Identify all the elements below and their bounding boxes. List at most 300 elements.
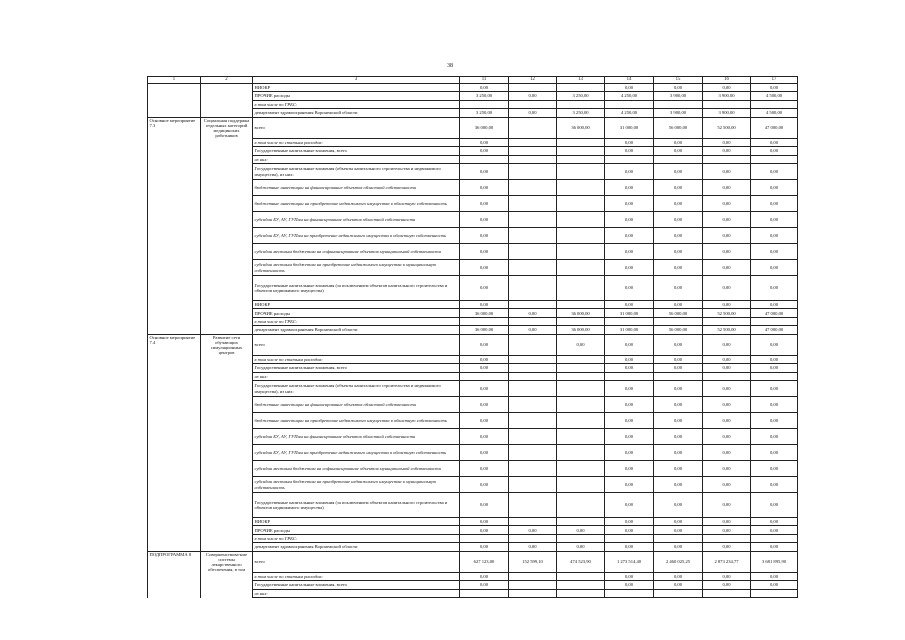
value-cell: 0,00: [751, 526, 798, 534]
section-cell: [148, 534, 201, 542]
value-cell: 3 900,00: [654, 92, 703, 100]
value-cell: [557, 100, 605, 108]
value-cell: [557, 147, 605, 155]
row-label: департамент здравоохранения Воронежской области: [253, 326, 460, 334]
section-cell: Основное мероприятие 7.3: [148, 117, 201, 138]
value-cell: 0,00: [751, 381, 798, 397]
value-cell: 0,00: [460, 228, 509, 244]
name-cell: [201, 355, 253, 363]
value-cell: [605, 534, 654, 542]
value-cell: 0,00: [654, 461, 703, 477]
value-cell: [703, 317, 751, 325]
row-label: субсидии местным бюджетам на приобретение недвижимого имущества в муниципальную собственность: [253, 477, 460, 493]
header-cell: 14: [605, 77, 654, 84]
section-cell: [148, 244, 201, 260]
row-label: в том числе по статьям расходов:: [253, 572, 460, 580]
value-cell: 0,00: [751, 212, 798, 228]
value-cell: 0,00: [654, 543, 703, 551]
value-cell: 0,00: [751, 413, 798, 429]
row-label: в том числе по ГРБС:: [253, 534, 460, 542]
value-cell: 0,00: [460, 445, 509, 461]
value-cell: 0,00: [605, 334, 654, 355]
section-cell: [148, 413, 201, 429]
value-cell: 0,00: [605, 493, 654, 518]
value-cell: 47 000,00: [751, 117, 798, 138]
value-cell: 2 873 234,77: [703, 551, 751, 572]
value-cell: 0,00: [654, 301, 703, 309]
row-label: субсидии местным бюджетам на софинансирование объектов муниципальной собственности: [253, 244, 460, 260]
value-cell: [557, 581, 605, 589]
value-cell: [751, 534, 798, 542]
value-cell: 0,00: [460, 138, 509, 146]
value-cell: 0,00: [460, 461, 509, 477]
value-cell: [460, 589, 509, 597]
row-label: всего: [253, 334, 460, 355]
value-cell: 0,00: [509, 543, 557, 551]
section-cell: [148, 155, 201, 163]
value-cell: [509, 180, 557, 196]
name-cell: [201, 100, 253, 108]
value-cell: [509, 117, 557, 138]
value-cell: 0,00: [460, 196, 509, 212]
value-cell: 0,00: [605, 543, 654, 551]
section-cell: [148, 543, 201, 551]
name-cell: [201, 534, 253, 542]
name-cell: [201, 364, 253, 372]
value-cell: 0,00: [460, 526, 509, 534]
table-row: [148, 493, 798, 518]
value-cell: [605, 372, 654, 380]
value-cell: 0,00: [605, 581, 654, 589]
value-cell: 0,00: [654, 276, 703, 301]
value-cell: [557, 429, 605, 445]
value-cell: 0,00: [703, 429, 751, 445]
name-cell: [201, 589, 253, 597]
table-row: [148, 196, 798, 212]
value-cell: 52 500,00: [703, 117, 751, 138]
section-cell: [148, 228, 201, 244]
name-cell: [201, 518, 253, 526]
value-cell: [751, 100, 798, 108]
value-cell: 0,00: [703, 147, 751, 155]
value-cell: 0,00: [460, 543, 509, 551]
value-cell: [509, 196, 557, 212]
table-row: [148, 543, 798, 551]
table-row: [148, 317, 798, 325]
table-row: [148, 518, 798, 526]
value-cell: 3 250,00: [557, 92, 605, 100]
value-cell: [509, 301, 557, 309]
value-cell: [509, 397, 557, 413]
name-cell: [201, 212, 253, 228]
value-cell: [605, 100, 654, 108]
value-cell: [509, 477, 557, 493]
value-cell: [509, 276, 557, 301]
value-cell: [460, 100, 509, 108]
value-cell: 0,00: [751, 518, 798, 526]
value-cell: 0,00: [654, 334, 703, 355]
value-cell: 0,00: [605, 212, 654, 228]
value-cell: [509, 147, 557, 155]
value-cell: [557, 381, 605, 397]
name-cell: [201, 397, 253, 413]
value-cell: 0,00: [751, 84, 798, 92]
value-cell: 0,00: [751, 364, 798, 372]
value-cell: [557, 155, 605, 163]
row-label: департамент здравоохранения Воронежской области: [253, 543, 460, 551]
header-cell: 11: [460, 77, 509, 84]
value-cell: 47 000,00: [751, 309, 798, 317]
value-cell: 0,00: [557, 526, 605, 534]
value-cell: [509, 581, 557, 589]
value-cell: 3 250,00: [557, 109, 605, 117]
table-row: [148, 276, 798, 301]
value-cell: 47 000,00: [751, 326, 798, 334]
section-cell: [148, 164, 201, 180]
row-label: НИОКР: [253, 518, 460, 526]
section-cell: [148, 100, 201, 108]
value-cell: 0,00: [605, 477, 654, 493]
value-cell: [509, 244, 557, 260]
value-cell: [557, 364, 605, 372]
value-cell: 0,00: [654, 581, 703, 589]
value-cell: 0,00: [460, 429, 509, 445]
value-cell: 0,00: [751, 138, 798, 146]
table-row: [148, 461, 798, 477]
value-cell: 0,00: [654, 84, 703, 92]
header-cell: 16: [703, 77, 751, 84]
value-cell: 0,00: [654, 381, 703, 397]
name-cell: [201, 445, 253, 461]
value-cell: 36 000,00: [460, 309, 509, 317]
value-cell: 3 681 895,90: [751, 551, 798, 572]
value-cell: 0,00: [460, 518, 509, 526]
value-cell: 0,00: [460, 164, 509, 180]
value-cell: 0,00: [654, 180, 703, 196]
section-cell: [148, 572, 201, 580]
value-cell: 0,00: [654, 228, 703, 244]
row-label: департамент здравоохранения Воронежской области: [253, 109, 460, 117]
value-cell: 0,00: [605, 461, 654, 477]
value-cell: [509, 212, 557, 228]
name-cell: [201, 155, 253, 163]
table-row: [148, 445, 798, 461]
value-cell: 0,00: [509, 326, 557, 334]
name-cell: [201, 543, 253, 551]
value-cell: 0,00: [654, 572, 703, 580]
value-cell: 3 900,00: [703, 109, 751, 117]
table-row: [148, 551, 798, 572]
value-cell: [509, 164, 557, 180]
value-cell: 36 000,00: [557, 309, 605, 317]
value-cell: 0,00: [460, 572, 509, 580]
value-cell: 0,00: [460, 581, 509, 589]
section-cell: [148, 109, 201, 117]
value-cell: [509, 493, 557, 518]
name-cell: [201, 493, 253, 518]
value-cell: 0,00: [703, 526, 751, 534]
section-cell: [148, 589, 201, 597]
value-cell: 36 000,00: [460, 117, 509, 138]
row-label: Государственные капитальные вложения (за исключением объектов капитального строительства и объектов недвижимого имущества): [253, 276, 460, 301]
name-cell: [201, 138, 253, 146]
value-cell: 0,00: [654, 147, 703, 155]
header-cell: 1: [148, 77, 201, 84]
section-cell: [148, 397, 201, 413]
name-cell: [201, 429, 253, 445]
value-cell: 0,00: [509, 92, 557, 100]
name-cell: [201, 260, 253, 276]
value-cell: 0,00: [460, 244, 509, 260]
value-cell: [605, 317, 654, 325]
value-cell: [509, 589, 557, 597]
table-row: [148, 534, 798, 542]
value-cell: [557, 84, 605, 92]
value-cell: 3 250,00: [460, 92, 509, 100]
section-cell: [148, 326, 201, 334]
value-cell: 0,00: [460, 301, 509, 309]
table-row: [148, 581, 798, 589]
section-cell: [148, 84, 201, 92]
section-cell: [148, 372, 201, 380]
value-cell: 0,00: [460, 212, 509, 228]
section-cell: ПОДПРОГРАММА 8: [148, 551, 201, 572]
row-label: Государственные капитальные вложения, всего: [253, 581, 460, 589]
row-label: НИОКР: [253, 84, 460, 92]
value-cell: 0,00: [751, 397, 798, 413]
value-cell: [509, 334, 557, 355]
value-cell: [557, 164, 605, 180]
value-cell: 0,00: [751, 260, 798, 276]
section-cell: [148, 429, 201, 445]
name-cell: [201, 372, 253, 380]
value-cell: 0,00: [703, 138, 751, 146]
row-label: в том числе по ГРБС:: [253, 317, 460, 325]
value-cell: 0,00: [460, 355, 509, 363]
table-row: [148, 381, 798, 397]
row-label: в том числе по статьям расходов:: [253, 138, 460, 146]
name-cell: [201, 276, 253, 301]
value-cell: 0,00: [654, 397, 703, 413]
value-cell: 0,00: [751, 477, 798, 493]
name-cell: Социальная поддержка отдельных категорий медицинских работников: [201, 117, 253, 138]
value-cell: 0,00: [654, 364, 703, 372]
row-label: НИОКР: [253, 301, 460, 309]
value-cell: 0,00: [703, 212, 751, 228]
value-cell: 0,00: [605, 526, 654, 534]
row-label: бюджетные инвестиции на финансирование объектов областной собственности: [253, 180, 460, 196]
table-row: [148, 334, 798, 355]
value-cell: 0,00: [703, 164, 751, 180]
value-cell: 0,00: [654, 355, 703, 363]
value-cell: 0,00: [654, 260, 703, 276]
row-label: ПРОЧИЕ расходы: [253, 526, 460, 534]
value-cell: 0,00: [703, 477, 751, 493]
table-row: [148, 138, 798, 146]
value-cell: 0,00: [605, 147, 654, 155]
table-row: [148, 526, 798, 534]
value-cell: 3 900,00: [703, 92, 751, 100]
table-row: [148, 397, 798, 413]
value-cell: 0,00: [703, 581, 751, 589]
value-cell: 0,00: [460, 397, 509, 413]
value-cell: [460, 155, 509, 163]
value-cell: 0,00: [654, 493, 703, 518]
section-cell: [148, 196, 201, 212]
value-cell: 0,00: [605, 228, 654, 244]
value-cell: 0,00: [751, 543, 798, 551]
table-row: [148, 355, 798, 363]
value-cell: 36 000,00: [557, 326, 605, 334]
section-cell: [148, 317, 201, 325]
header-cell: 12: [509, 77, 557, 84]
value-cell: [557, 477, 605, 493]
row-label: субсидии местным бюджетам на софинансирование объектов муниципальной собственности: [253, 461, 460, 477]
value-cell: 0,00: [703, 228, 751, 244]
row-label: ПРОЧИЕ расходы: [253, 309, 460, 317]
value-cell: 4 500,00: [751, 109, 798, 117]
value-cell: [557, 260, 605, 276]
value-cell: 627 123,00: [460, 551, 509, 572]
value-cell: 31 000,00: [605, 117, 654, 138]
value-cell: 0,00: [703, 355, 751, 363]
value-cell: 0,00: [460, 413, 509, 429]
table-row: [148, 429, 798, 445]
section-cell: [148, 180, 201, 196]
section-cell: Основное мероприятие 7.4: [148, 334, 201, 355]
value-cell: [557, 413, 605, 429]
value-cell: [509, 155, 557, 163]
value-cell: 36 000,00: [557, 117, 605, 138]
value-cell: 0,00: [460, 180, 509, 196]
name-cell: [201, 572, 253, 580]
section-cell: [148, 309, 201, 317]
table-row: [148, 117, 798, 138]
value-cell: 4 250,00: [605, 92, 654, 100]
section-cell: [148, 260, 201, 276]
table-row: [148, 477, 798, 493]
value-cell: [509, 100, 557, 108]
name-cell: [201, 461, 253, 477]
value-cell: [751, 372, 798, 380]
value-cell: 0,00: [751, 355, 798, 363]
header-cell: 3: [253, 77, 460, 84]
section-cell: [148, 381, 201, 397]
name-cell: Совершенствова-ние системы лекарственного обеспечения, в том: [201, 551, 253, 572]
row-label: бюджетные инвестиции на финансирование объектов областной собственности: [253, 397, 460, 413]
value-cell: [509, 364, 557, 372]
value-cell: 0,00: [460, 84, 509, 92]
row-label: субсидии БУ, АУ, ГУПам на приобретение недвижимого имущества в областную собственность: [253, 228, 460, 244]
section-cell: [148, 364, 201, 372]
table-row: [148, 260, 798, 276]
value-cell: [654, 589, 703, 597]
value-cell: 0,00: [751, 493, 798, 518]
value-cell: 0,00: [751, 276, 798, 301]
value-cell: [557, 196, 605, 212]
table-row: [148, 572, 798, 580]
section-cell: [148, 276, 201, 301]
section-cell: [148, 493, 201, 518]
value-cell: 3 250,00: [460, 109, 509, 117]
row-label: субсидии БУ, АУ, ГУПам на приобретение недвижимого имущества в областную собственность: [253, 445, 460, 461]
name-cell: [201, 526, 253, 534]
value-cell: [509, 381, 557, 397]
value-cell: 2 460 025,25: [654, 551, 703, 572]
value-cell: 0,00: [751, 429, 798, 445]
row-label: субсидии БУ, АУ, ГУПам на финансирование объектов областной собственности: [253, 212, 460, 228]
table-row: [148, 326, 798, 334]
value-cell: [557, 461, 605, 477]
value-cell: 0,00: [605, 381, 654, 397]
row-label: Государственные капитальные вложения, всего: [253, 364, 460, 372]
value-cell: 1 273 514,40: [605, 551, 654, 572]
value-cell: 0,00: [654, 244, 703, 260]
value-cell: 0,00: [703, 334, 751, 355]
value-cell: 0,00: [605, 276, 654, 301]
value-cell: 0,00: [703, 445, 751, 461]
value-cell: 0,00: [751, 196, 798, 212]
value-cell: [460, 317, 509, 325]
value-cell: 0,00: [654, 138, 703, 146]
value-cell: 0,00: [703, 364, 751, 372]
value-cell: 56 000,00: [654, 326, 703, 334]
value-cell: 4 250,00: [605, 109, 654, 117]
value-cell: 0,00: [605, 355, 654, 363]
value-cell: [557, 244, 605, 260]
value-cell: [751, 155, 798, 163]
value-cell: 0,00: [751, 244, 798, 260]
value-cell: 0,00: [703, 518, 751, 526]
value-cell: 0,00: [605, 364, 654, 372]
table-row: [148, 164, 798, 180]
table-row: [148, 244, 798, 260]
value-cell: 0,00: [703, 244, 751, 260]
row-label: субсидии местным бюджетам на приобретение недвижимого имущества в муниципальную собственность: [253, 260, 460, 276]
value-cell: 52 500,00: [703, 326, 751, 334]
value-cell: [557, 589, 605, 597]
name-cell: [201, 244, 253, 260]
table-row: [148, 372, 798, 380]
value-cell: 0,00: [654, 212, 703, 228]
value-cell: [557, 445, 605, 461]
value-cell: [654, 155, 703, 163]
section-cell: [148, 518, 201, 526]
value-cell: 0,00: [557, 334, 605, 355]
section-cell: [148, 138, 201, 146]
value-cell: [509, 518, 557, 526]
value-cell: 0,00: [460, 334, 509, 355]
row-label: в том числе по статьям расходов:: [253, 355, 460, 363]
value-cell: 0,00: [460, 276, 509, 301]
value-cell: [460, 372, 509, 380]
value-cell: [557, 572, 605, 580]
value-cell: 0,00: [509, 309, 557, 317]
value-cell: 0,00: [703, 461, 751, 477]
name-cell: [201, 180, 253, 196]
name-cell: [201, 309, 253, 317]
value-cell: [557, 493, 605, 518]
value-cell: 0,00: [605, 397, 654, 413]
value-cell: 0,00: [605, 196, 654, 212]
value-cell: [703, 100, 751, 108]
value-cell: [557, 355, 605, 363]
value-cell: 52 500,00: [703, 309, 751, 317]
value-cell: 0,00: [460, 147, 509, 155]
table-row: [148, 155, 798, 163]
value-cell: 474 523,90: [557, 551, 605, 572]
table-row: [148, 212, 798, 228]
